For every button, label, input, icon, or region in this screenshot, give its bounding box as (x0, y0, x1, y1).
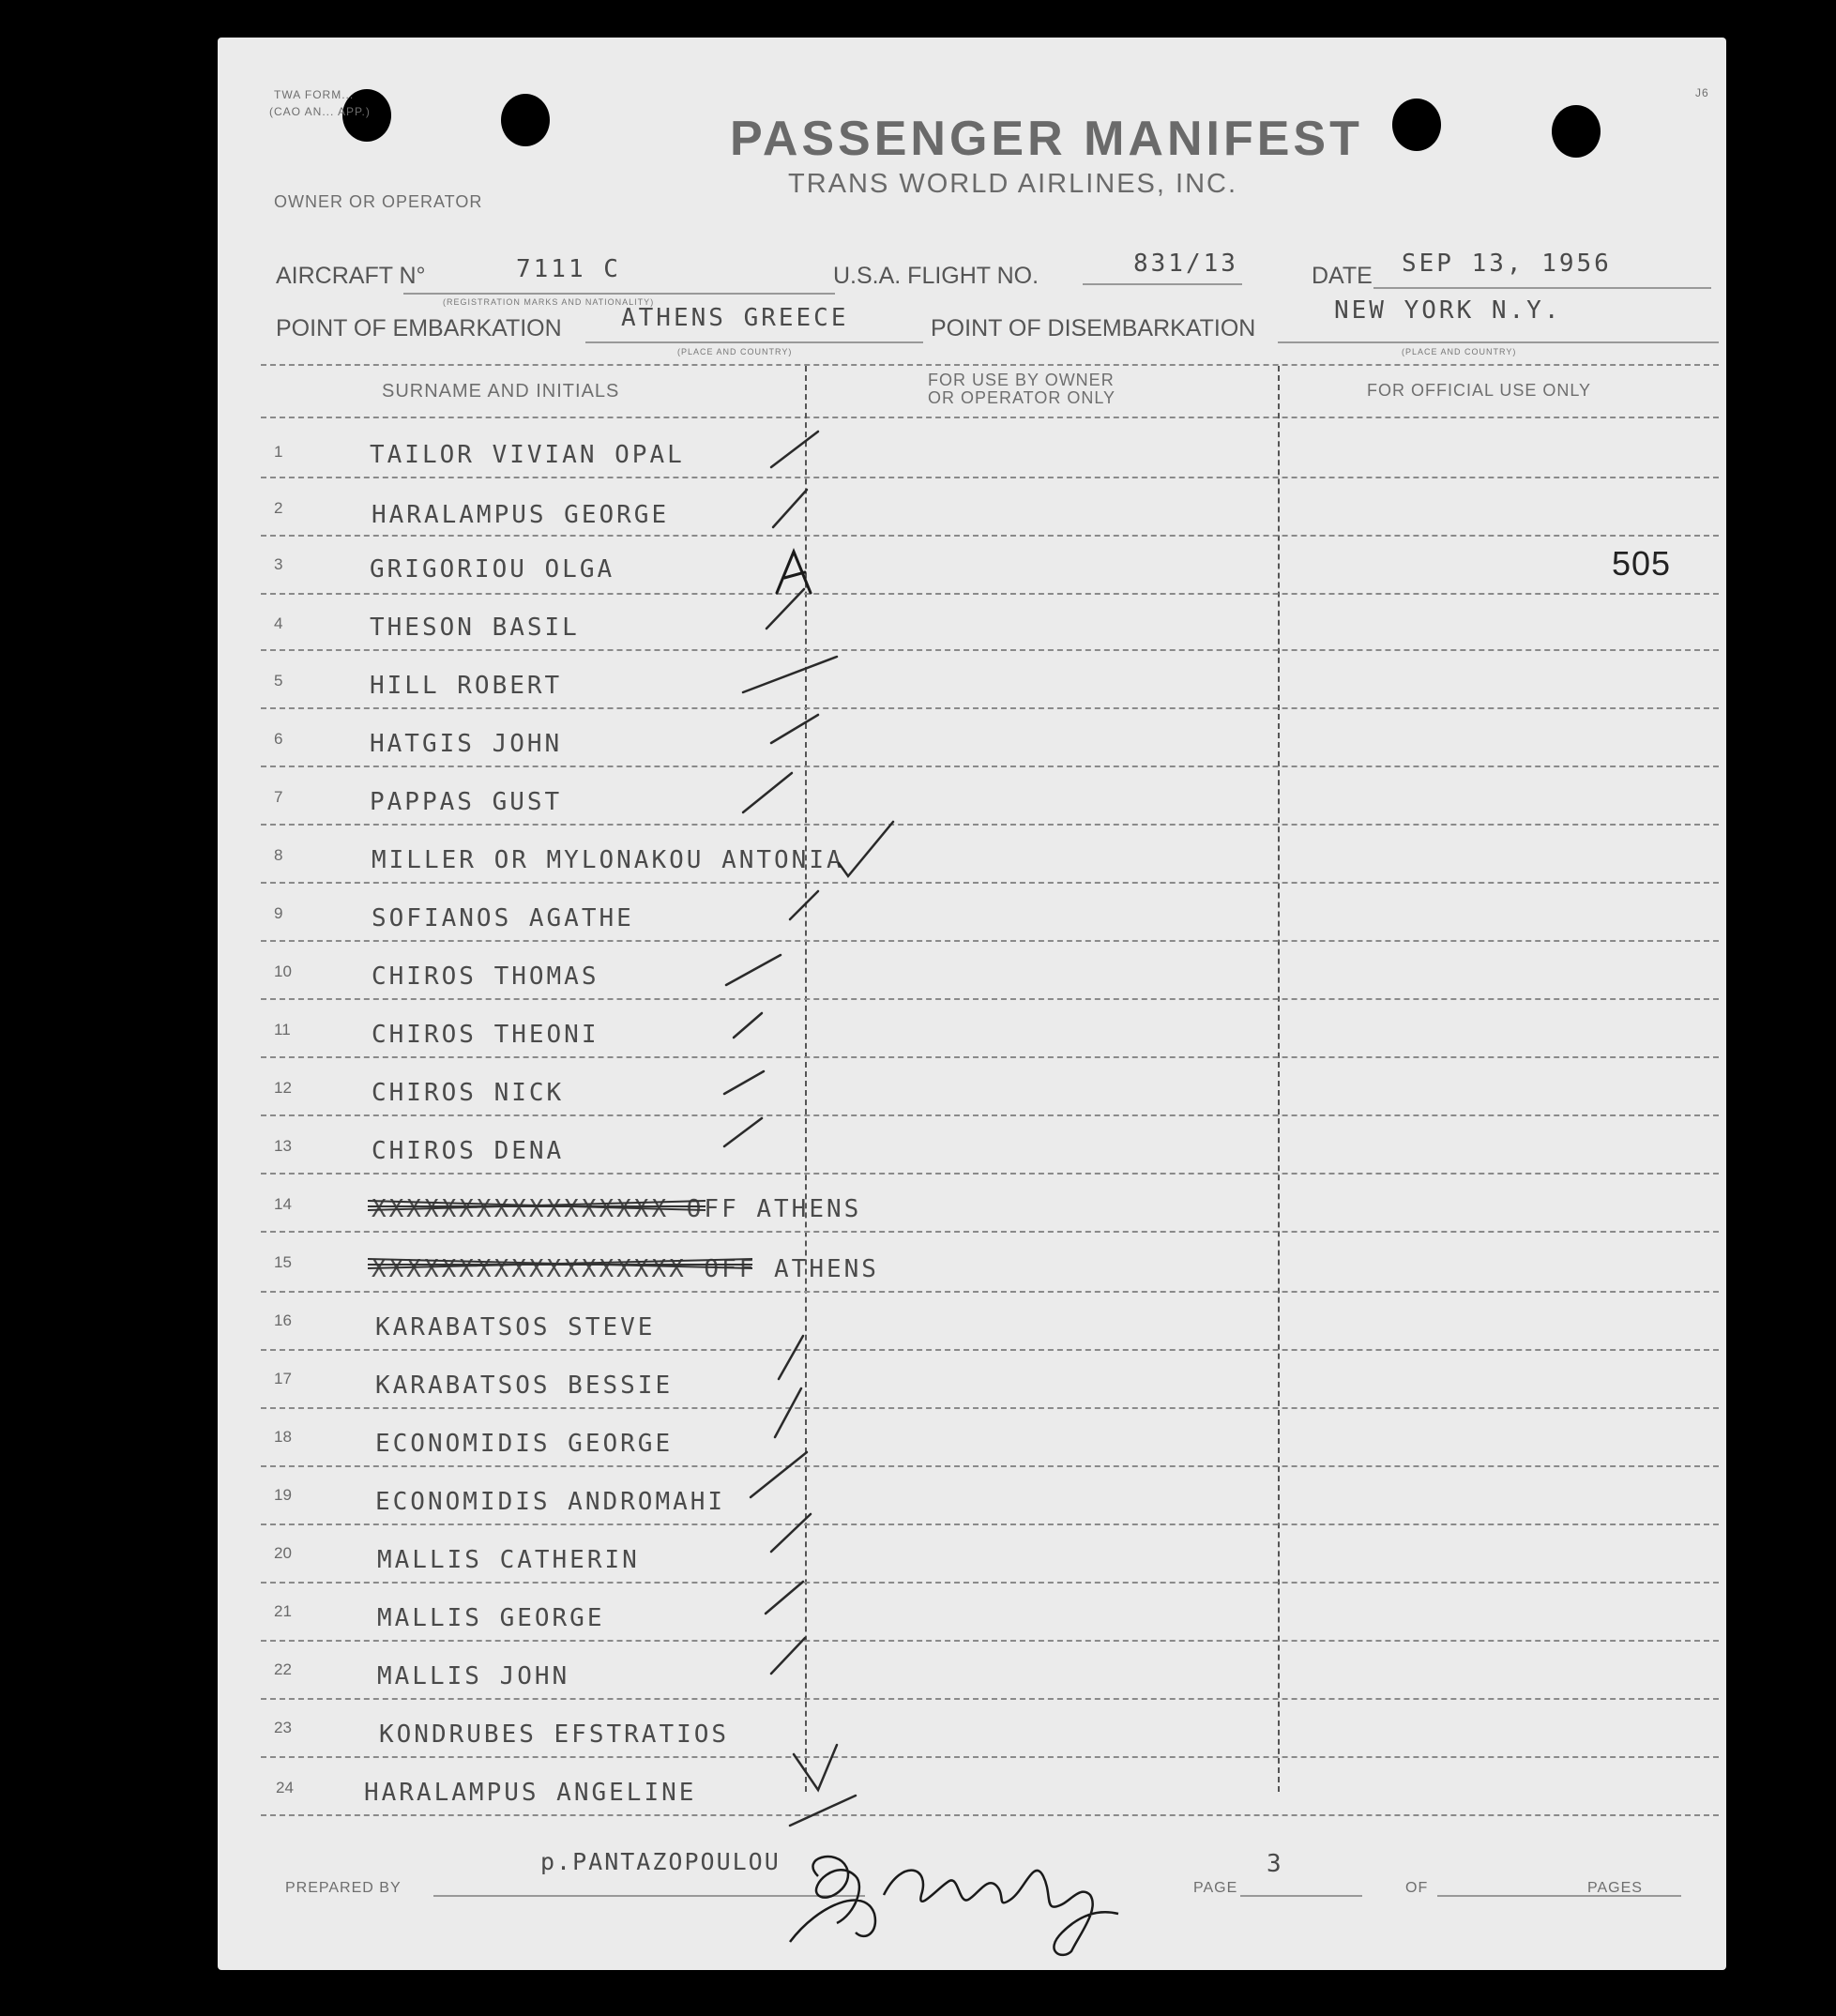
passenger-name: HARALAMPUS GEORGE (372, 501, 670, 529)
row-number: 5 (274, 672, 283, 690)
row-number: 13 (274, 1137, 292, 1155)
form-number-line2: (CAO AN... APP.) (269, 105, 371, 118)
row-number: 17 (274, 1370, 292, 1387)
passenger-name: HARALAMPUS ANGELINE (364, 1779, 697, 1807)
row-number: 11 (274, 1021, 291, 1038)
form-number-line1: TWA FORM... (274, 88, 355, 101)
row-number: 16 (274, 1311, 292, 1329)
row-number: 12 (274, 1079, 292, 1097)
row-number: 7 (274, 788, 283, 806)
check-mark (773, 490, 807, 527)
check-mark (779, 1336, 803, 1379)
passenger-name: MILLER OR MYLONAKOU ANTONIA (372, 846, 844, 874)
row-number: 15 (274, 1253, 292, 1271)
row-number: 22 (274, 1660, 292, 1678)
row-number: 20 (274, 1544, 292, 1562)
aircraft-value: 7111 C (516, 255, 621, 283)
manifest-page (218, 38, 1726, 1970)
pages-label: PAGES (1587, 1880, 1643, 1896)
row-number: 1 (274, 443, 283, 461)
passenger-name: SOFIANOS AGATHE (372, 904, 634, 932)
passenger-name: CHIROS DENA (372, 1137, 565, 1165)
embark-note: (PLACE AND COUNTRY) (677, 347, 793, 356)
col-owner-header-line1: FOR USE BY OWNER (928, 371, 1115, 389)
check-mark (790, 891, 818, 919)
passenger-name-struck: XXXXXXXXXXXXXXXXX OFF ATHENS (372, 1195, 862, 1223)
check-marks (218, 38, 1726, 1970)
check-mark (771, 1638, 805, 1674)
row-number: 24 (276, 1779, 294, 1796)
check-mark (743, 657, 837, 692)
date-label: DATE (1312, 263, 1373, 289)
disembark-note: (PLACE AND COUNTRY) (1402, 347, 1517, 356)
passenger-name: HATGIS JOHN (370, 730, 563, 758)
of-label: OF (1405, 1880, 1429, 1896)
handwritten-a (777, 552, 811, 593)
check-mark (766, 589, 804, 629)
check-mark (743, 773, 792, 812)
check-mark (751, 1452, 807, 1497)
check-mark (771, 715, 818, 743)
passenger-name-struck: XXXXXXXXXXXXXXXXXX OFF ATHENS (372, 1255, 879, 1283)
signature (762, 1820, 1165, 1961)
document-title: PASSENGER MANIFEST (730, 112, 1363, 166)
flight-value: 831/13 (1133, 250, 1238, 278)
row-number: 10 (274, 963, 292, 980)
embark-label: POINT OF EMBARKATION (276, 315, 562, 341)
row-number: 2 (274, 499, 283, 517)
row-number: 3 (274, 555, 283, 573)
check-mark (724, 1118, 762, 1146)
check-mark (726, 955, 781, 985)
passenger-name: PAPPAS GUST (370, 788, 563, 816)
passenger-name: MALLIS CATHERIN (377, 1546, 640, 1574)
passenger-name: CHIROS THOMAS (372, 963, 599, 991)
passenger-name: MALLIS JOHN (377, 1662, 570, 1690)
check-mark (794, 1745, 837, 1790)
check-mark (775, 1388, 801, 1437)
check-mark (766, 1582, 803, 1614)
passenger-name: MALLIS GEORGE (377, 1604, 605, 1632)
row-number: 21 (274, 1602, 292, 1620)
corner-mark: J6 (1695, 86, 1709, 99)
passenger-name: ECONOMIDIS GEORGE (375, 1430, 674, 1458)
check-mark (839, 822, 893, 876)
check-mark (771, 432, 818, 467)
row-number: 4 (274, 614, 283, 632)
passenger-name: KARABATSOS BESSIE (375, 1372, 674, 1400)
disembark-value: NEW YORK N.Y. (1334, 296, 1562, 325)
passenger-name: HILL ROBERT (370, 672, 563, 700)
page-label: PAGE (1193, 1880, 1238, 1896)
date-value: SEP 13, 1956 (1402, 250, 1612, 278)
passenger-name: KARABATSOS STEVE (375, 1313, 656, 1341)
row-number: 9 (274, 904, 283, 922)
check-mark (724, 1071, 764, 1094)
disembark-label: POINT OF DISEMBARKATION (931, 315, 1256, 341)
page-value: 3 (1267, 1850, 1284, 1878)
official-stamp-number: 505 (1612, 544, 1672, 583)
check-mark (771, 1514, 811, 1552)
passenger-name: ECONOMIDIS ANDROMAHI (375, 1488, 726, 1516)
registration-note: (REGISTRATION MARKS AND NATIONALITY) (443, 297, 655, 307)
row-number: 8 (274, 846, 283, 864)
of-underline (1437, 1895, 1681, 1897)
check-mark (734, 1013, 762, 1038)
passenger-name: GRIGORIOU OLGA (370, 555, 615, 584)
passenger-name: CHIROS THEONI (372, 1021, 599, 1049)
embark-value: ATHENS GREECE (621, 304, 849, 332)
owner-label: OWNER OR OPERATOR (274, 192, 483, 211)
passenger-name: CHIROS NICK (372, 1079, 565, 1107)
row-number: 14 (274, 1195, 292, 1213)
page-underline (1240, 1895, 1362, 1897)
col-official-header: FOR OFFICIAL USE ONLY (1367, 381, 1592, 400)
prepared-by-value: p.PANTAZOPOULOU (540, 1848, 781, 1875)
col-surname-header: SURNAME AND INITIALS (382, 381, 620, 402)
row-number: 18 (274, 1428, 292, 1446)
passenger-name: THESON BASIL (370, 614, 580, 642)
passenger-name: KONDRUBES EFSTRATIOS (379, 1720, 730, 1749)
passenger-name: TAILOR VIVIAN OPAL (370, 441, 685, 469)
aircraft-label: AIRCRAFT N° (276, 263, 426, 289)
row-number: 19 (274, 1486, 292, 1504)
airline-name: TRANS WORLD AIRLINES, INC. (788, 169, 1238, 199)
row-number: 6 (274, 730, 283, 748)
prepared-by-label: PREPARED BY (285, 1880, 402, 1896)
flight-label: U.S.A. FLIGHT NO. (833, 263, 1039, 289)
row-number: 23 (274, 1719, 292, 1736)
col-owner-header-line2: OR OPERATOR ONLY (928, 388, 1116, 407)
